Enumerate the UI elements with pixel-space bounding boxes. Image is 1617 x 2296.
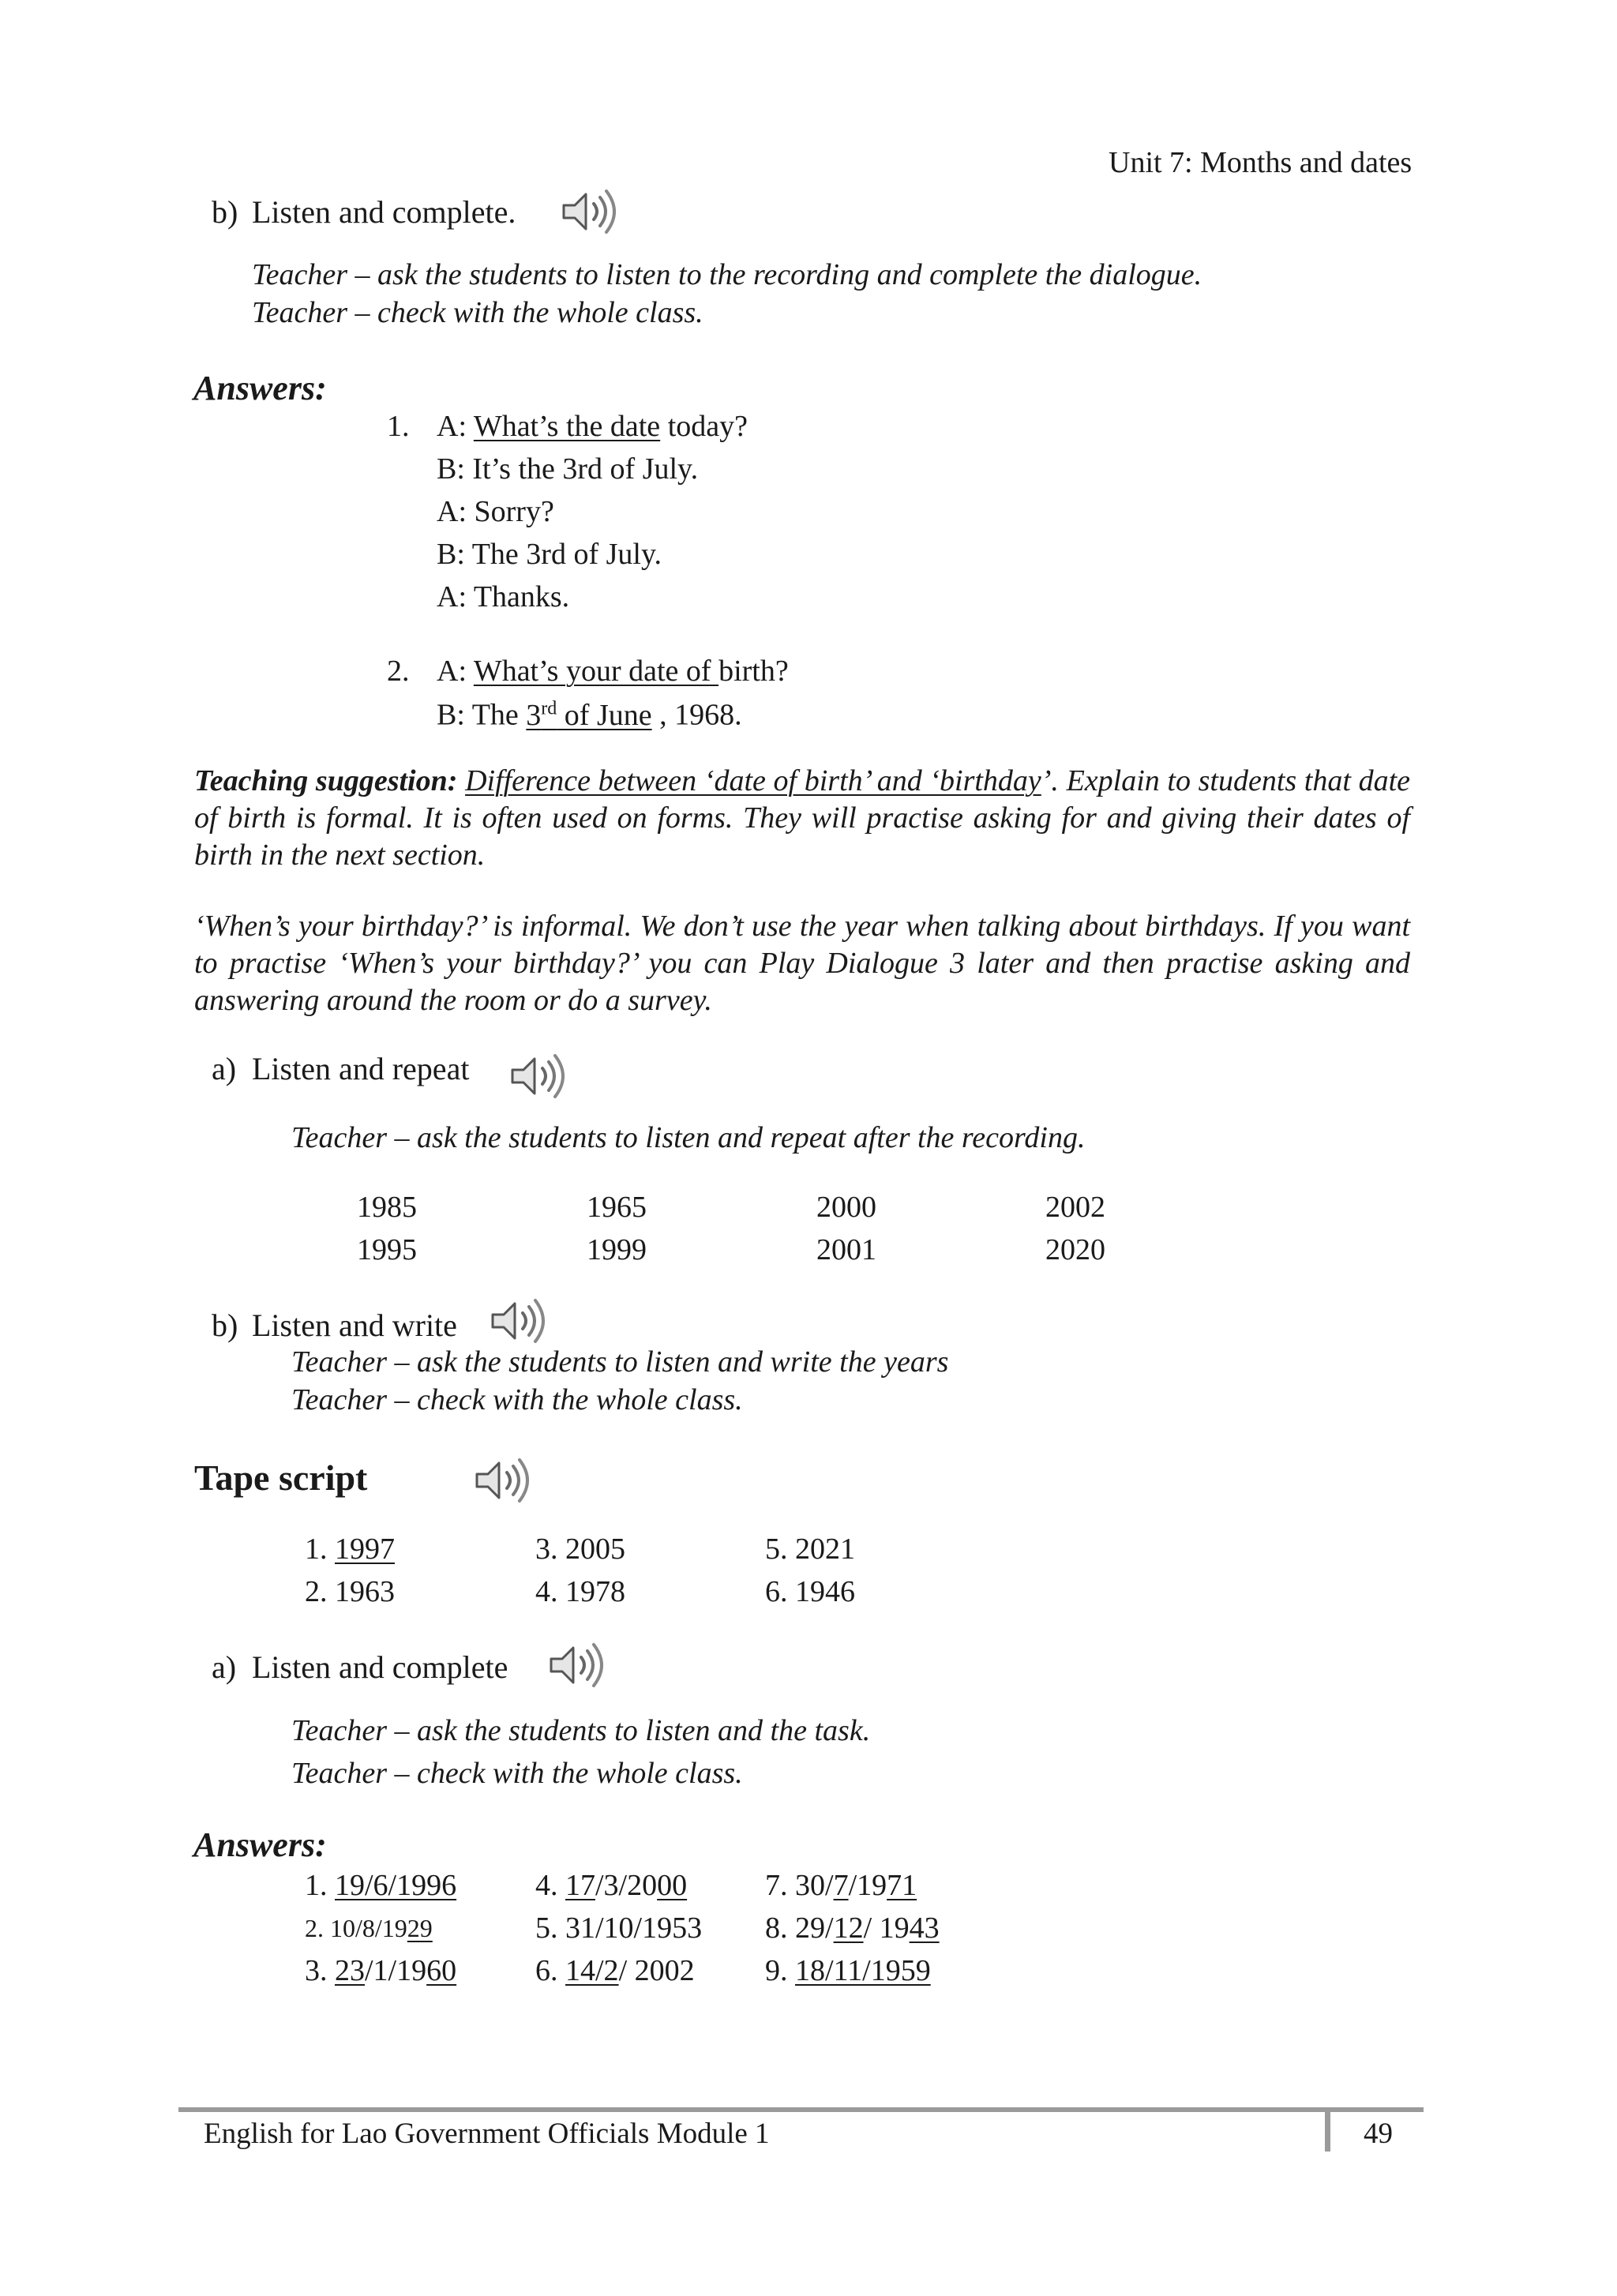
item-answer: 18/11/1959 bbox=[795, 1954, 931, 1987]
dialogue-text: birth? bbox=[718, 655, 789, 688]
year-item: 1965 bbox=[587, 1191, 647, 1224]
item-answer: 23 bbox=[335, 1954, 365, 1987]
year-item: 2001 bbox=[816, 1233, 876, 1266]
tape-script-item: 5. 2021 bbox=[765, 1533, 855, 1566]
tape-script-item: 2. 1963 bbox=[305, 1575, 395, 1608]
year-item: 1995 bbox=[357, 1233, 417, 1266]
item-answer: 43 bbox=[909, 1911, 940, 1945]
item-answer: 17 bbox=[565, 1869, 595, 1902]
item-number: 7. 30/ bbox=[765, 1869, 834, 1902]
teacher-instruction: Teacher – ask the students to listen to the recording and complete the dialogue. bbox=[252, 258, 1202, 291]
tape-script-item bbox=[305, 1534, 395, 1564]
answer-item bbox=[305, 1870, 456, 1900]
section-title-listen-repeat: Listen and repeat bbox=[252, 1051, 470, 1086]
answer-blank bbox=[526, 699, 651, 732]
dialogue-number: 1. bbox=[387, 410, 410, 443]
answer-item bbox=[535, 1956, 695, 1986]
footer-rule bbox=[178, 2107, 1424, 2112]
dialogue-line bbox=[437, 411, 748, 441]
dialogue-line bbox=[437, 656, 789, 686]
item-answer: 71 bbox=[887, 1869, 917, 1902]
answer-item bbox=[765, 1913, 940, 1943]
answer-item bbox=[305, 1956, 456, 1986]
item-answer: 12 bbox=[833, 1911, 864, 1945]
section-title-listen-write: Listen and write bbox=[252, 1307, 457, 1343]
dialogue-text: today? bbox=[660, 410, 748, 443]
item-answer: 19/6/1996 bbox=[335, 1869, 457, 1902]
teacher-instruction: Teacher – check with the whole class. bbox=[291, 1383, 743, 1416]
answer-month: of June bbox=[557, 698, 652, 732]
speaker-icon[interactable] bbox=[488, 1296, 551, 1346]
teacher-instruction: Teacher – ask the students to listen and repeat after the recording. bbox=[291, 1121, 1086, 1154]
speaker-tag: A: bbox=[437, 655, 474, 688]
tape-script-item: 4. 1978 bbox=[535, 1575, 625, 1608]
item-answer: 29 bbox=[407, 1914, 433, 1942]
answer-item bbox=[305, 1915, 433, 1941]
answer-item: 5. 31/10/1953 bbox=[535, 1911, 703, 1945]
teaching-suggestion bbox=[194, 763, 1410, 874]
dialogue-line: B: The 3rd of July. bbox=[437, 538, 662, 571]
tape-script-item: 6. 1946 bbox=[765, 1575, 855, 1608]
item-answer: 00 bbox=[657, 1869, 688, 1902]
item-number: 4. bbox=[535, 1869, 565, 1902]
speaker-icon[interactable] bbox=[559, 186, 622, 237]
tape-script-heading: Tape script bbox=[194, 1458, 368, 1498]
speaker-tag: B: The bbox=[437, 698, 527, 732]
item-text: /1/19 bbox=[365, 1954, 427, 1987]
item-text: /19 bbox=[848, 1869, 887, 1902]
teacher-instruction: Teacher – ask the students to listen and write the years bbox=[291, 1345, 949, 1379]
dialogue-line: A: Thanks. bbox=[437, 580, 570, 613]
section-label-b: b) bbox=[212, 1307, 238, 1343]
teaching-suggestion-label: Teaching suggestion: bbox=[194, 764, 458, 797]
tape-script-item: 3. 2005 bbox=[535, 1533, 625, 1566]
item-answer: 14/2 bbox=[565, 1954, 619, 1987]
item-text: /3/20 bbox=[595, 1869, 658, 1902]
answer-blank: What’s the date bbox=[473, 410, 661, 443]
year-item: 2002 bbox=[1045, 1191, 1105, 1224]
answer-item bbox=[535, 1870, 687, 1900]
item-text: / 19 bbox=[863, 1911, 910, 1945]
teaching-suggestion-2: ‘When’s your birthday?’ is informal. We don’t use the year when talking about birthdays. If you want to practise ‘When’s your birthday?’ you can Play Dialogue 3 later and then practise asking and answering around the room or do a survey. bbox=[194, 910, 1410, 1017]
item-number: 2. 10/8/19 bbox=[305, 1914, 407, 1942]
dialogue-line: A: Sorry? bbox=[437, 495, 554, 528]
item-number: 1. bbox=[305, 1533, 335, 1566]
answer-day: 3 bbox=[526, 698, 542, 732]
teacher-instruction: Teacher – check with the whole class. bbox=[291, 1757, 743, 1790]
teaching-suggestion-topic: Difference between ‘date of birth’ and ‘birthday bbox=[465, 764, 1041, 797]
item-answer: 1997 bbox=[335, 1533, 395, 1566]
item-answer: 7 bbox=[833, 1869, 849, 1902]
answers-heading: Answers: bbox=[193, 369, 327, 407]
dialogue-line: B: It’s the 3rd of July. bbox=[437, 452, 699, 486]
speaker-icon[interactable] bbox=[508, 1051, 571, 1101]
year-item: 2020 bbox=[1045, 1233, 1105, 1266]
speaker-icon[interactable] bbox=[472, 1455, 535, 1506]
answer-item bbox=[765, 1956, 931, 1986]
item-text: / 2002 bbox=[618, 1954, 695, 1987]
item-number: 9. bbox=[765, 1954, 795, 1987]
item-number: 6. bbox=[535, 1954, 565, 1987]
dialogue-text: , 1968. bbox=[651, 698, 742, 732]
section-label-b: b) bbox=[212, 194, 238, 230]
answers-heading: Answers: bbox=[193, 1825, 327, 1864]
item-answer: 60 bbox=[426, 1954, 457, 1987]
running-header: Unit 7: Months and dates bbox=[1109, 146, 1413, 179]
item-number: 3. bbox=[305, 1954, 335, 1987]
teacher-instruction: Teacher – ask the students to listen and the task. bbox=[291, 1714, 871, 1747]
item-number: 1. bbox=[305, 1869, 335, 1902]
dialogue-line bbox=[437, 699, 742, 730]
teacher-instruction: Teacher – check with the whole class. bbox=[252, 296, 703, 329]
answer-item bbox=[765, 1870, 917, 1900]
answer-blank: What’s your date of bbox=[473, 655, 719, 688]
section-title-listen-complete: Listen and complete. bbox=[252, 194, 516, 230]
year-item: 1999 bbox=[587, 1233, 647, 1266]
year-item: 1985 bbox=[357, 1191, 417, 1224]
section-title-listen-complete: Listen and complete bbox=[252, 1649, 508, 1685]
ordinal-suffix: rd bbox=[541, 698, 557, 718]
footer-book-title: English for Lao Government Officials Module 1 bbox=[204, 2118, 770, 2150]
section-label-a: a) bbox=[212, 1649, 237, 1685]
item-number: 8. 29/ bbox=[765, 1911, 834, 1945]
teaching-suggestion-text: ’. Explain to students that date of birth is formal. It is often used on forms. They will practise asking for and giving their dates of birth in the next section. bbox=[194, 764, 1410, 872]
footer-divider bbox=[1325, 2107, 1330, 2152]
dialogue-number: 2. bbox=[387, 655, 410, 688]
speaker-tag: A: bbox=[437, 410, 474, 443]
year-item: 2000 bbox=[816, 1191, 876, 1224]
page-number: 49 bbox=[1364, 2118, 1393, 2150]
section-label-a: a) bbox=[212, 1051, 237, 1086]
speaker-icon[interactable] bbox=[546, 1640, 610, 1690]
